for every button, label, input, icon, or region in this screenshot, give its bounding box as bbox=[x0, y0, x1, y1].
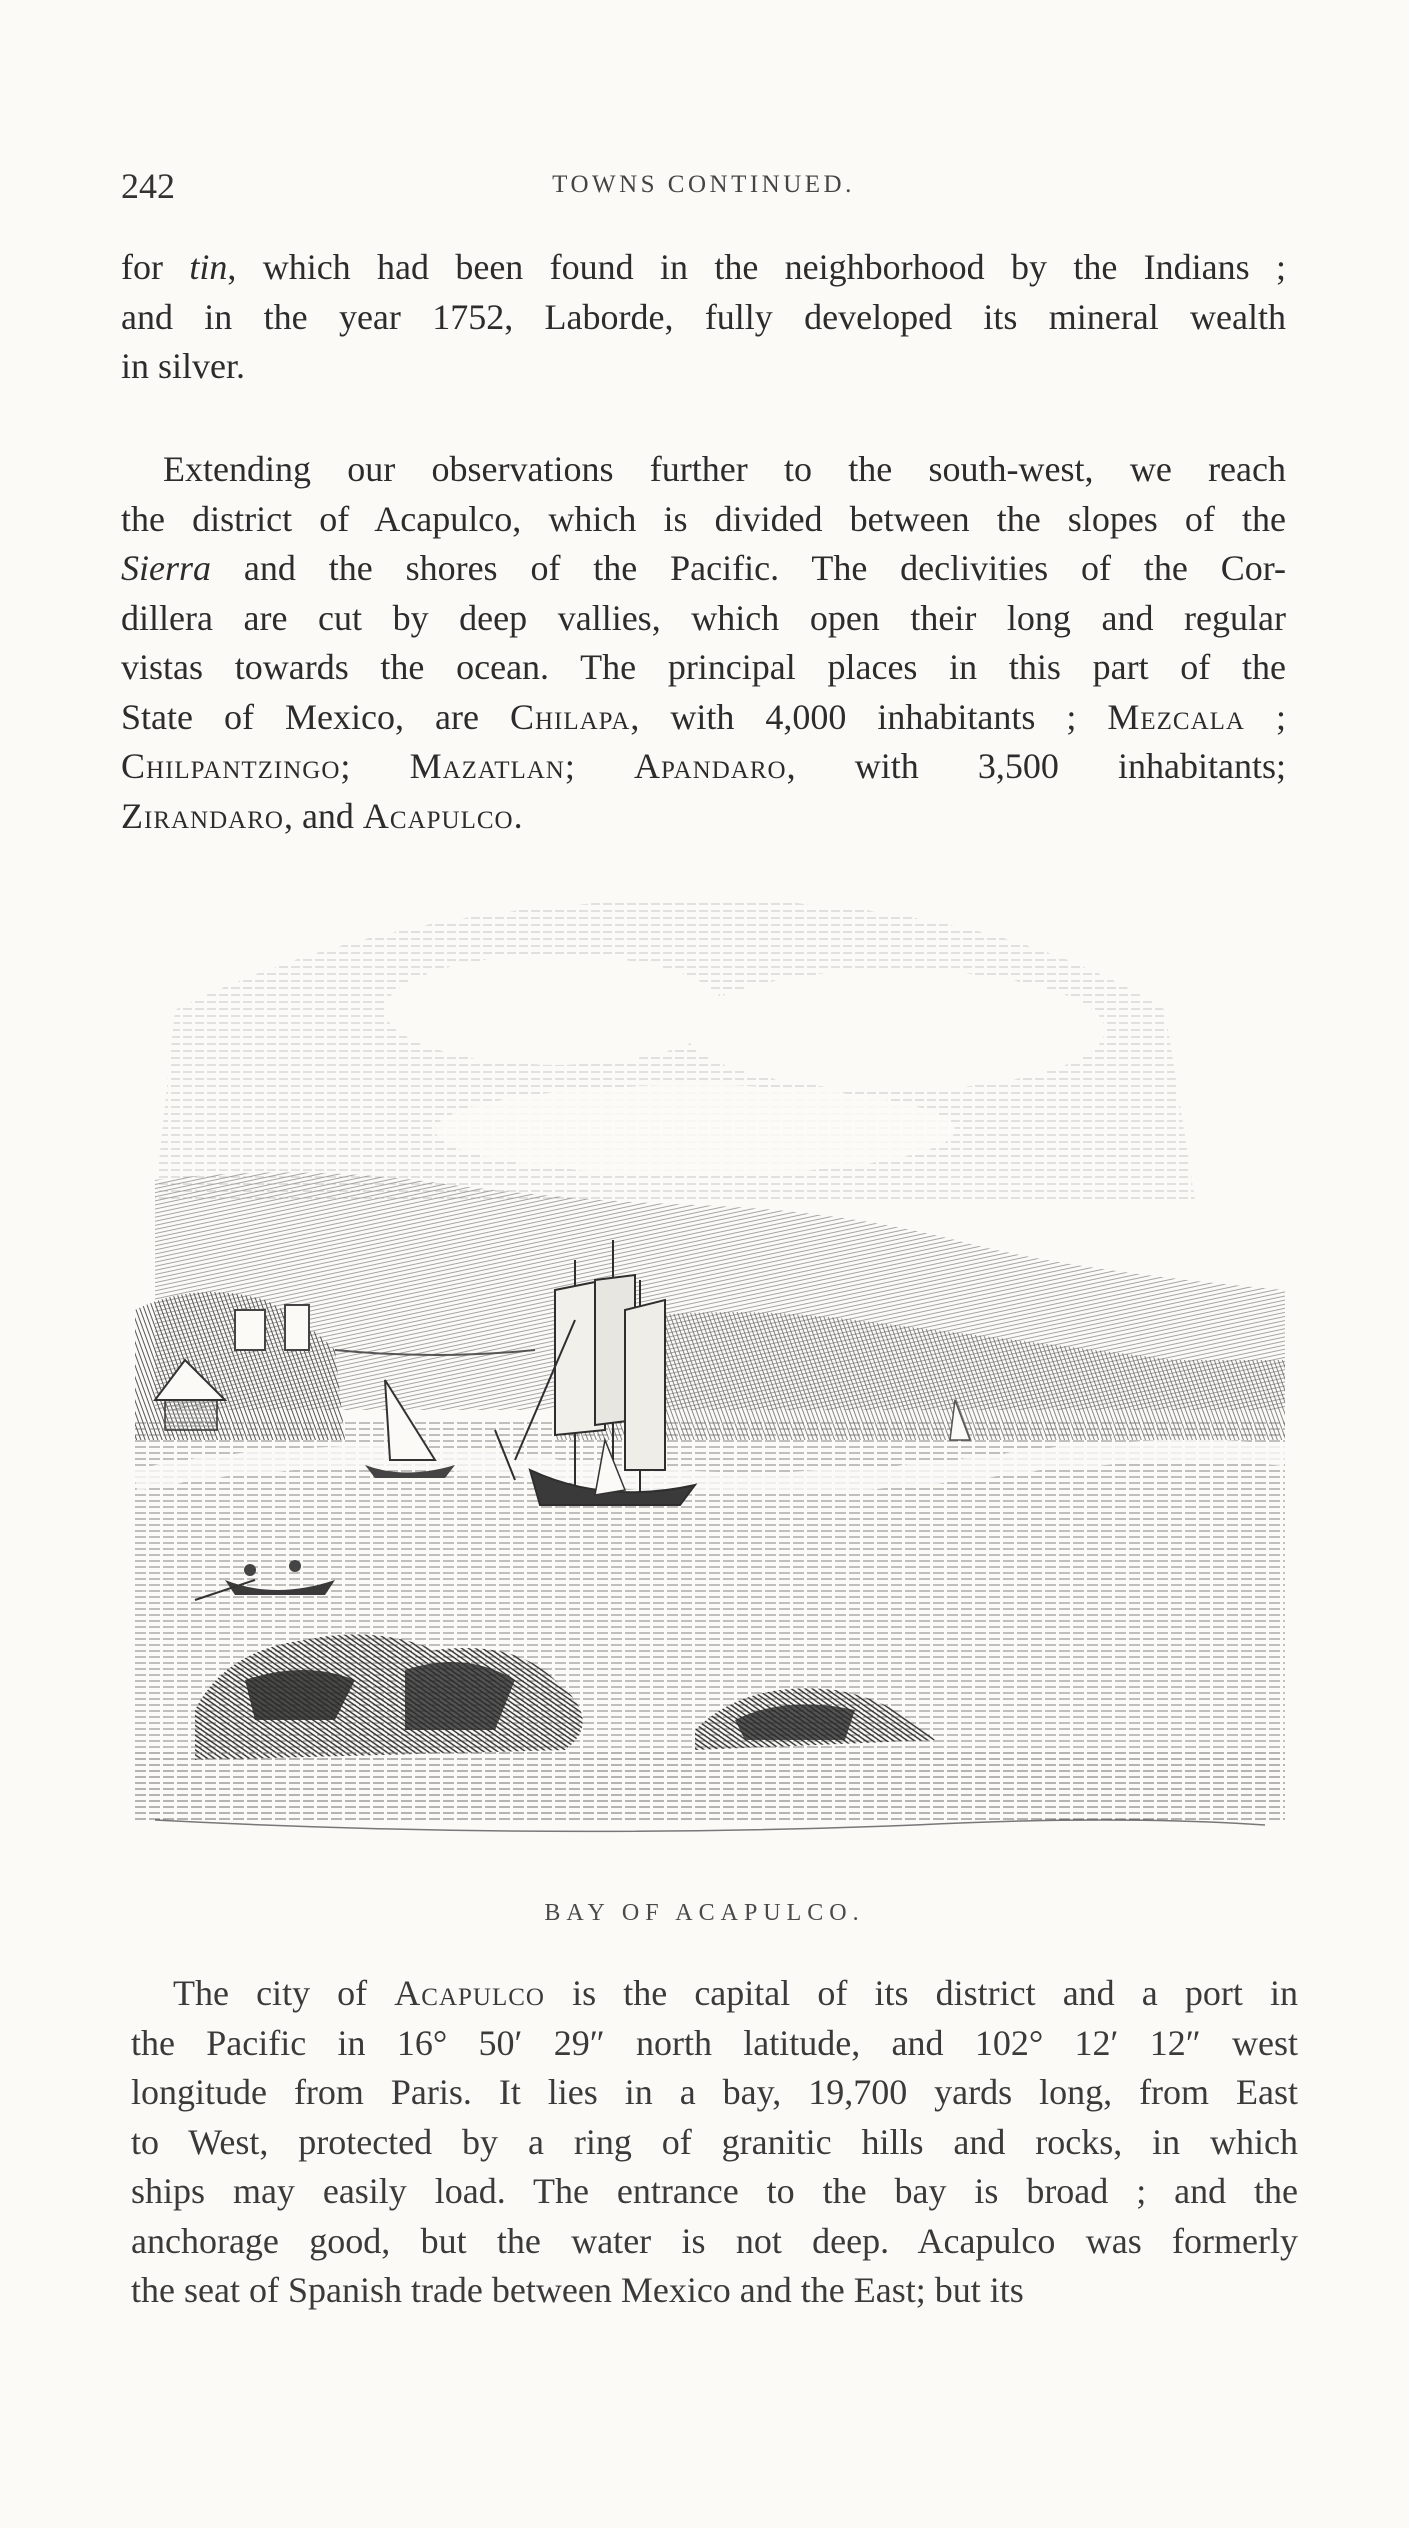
paragraph-acapulco-district bbox=[121, 445, 1286, 841]
text-line bbox=[131, 2019, 1298, 2069]
text-line bbox=[121, 293, 1286, 343]
small-caps-run: Mazatlan bbox=[409, 746, 565, 786]
italic-run: Sierra bbox=[121, 548, 211, 588]
text-line bbox=[121, 243, 1286, 293]
page-number: 242 bbox=[121, 166, 175, 206]
small-caps-run: Zirandaro bbox=[121, 795, 284, 836]
text-line bbox=[121, 544, 1286, 594]
text-run: Extending our observations further to the south-west, we reach bbox=[163, 449, 1286, 489]
text-line bbox=[121, 693, 1286, 743]
figure-caption: BAY OF ACAPULCO. bbox=[544, 1900, 865, 1926]
text-line bbox=[121, 792, 1286, 842]
text-run: State of Mexico, are bbox=[121, 696, 510, 737]
paragraph-city-of-acapulco bbox=[131, 1969, 1298, 2316]
bay-of-acapulco-engraving bbox=[135, 880, 1285, 1880]
italic-run: tin bbox=[189, 247, 228, 287]
text-run: vistas towards the ocean. The principal places in this part of the bbox=[121, 647, 1286, 687]
text-run: dillera are cut by deep vallies, which open their long and regular bbox=[121, 597, 1286, 638]
text-run: for bbox=[121, 247, 190, 287]
text-run: longitude from Paris. It lies in a bay, 19,700 yards long, from East bbox=[131, 2072, 1298, 2112]
text-run: to West, protected by a ring of granitic hills and rocks, in which bbox=[131, 2121, 1298, 2162]
text-run: , with 3,500 inhabitants; bbox=[786, 746, 1286, 786]
text-run: ; bbox=[1244, 696, 1286, 737]
text-line bbox=[121, 643, 1286, 693]
text-run: , which had been found in the neighborhood by the Indians ; bbox=[227, 247, 1286, 287]
running-head: TOWNS CONTINUED. bbox=[552, 171, 855, 198]
page-header bbox=[121, 165, 1286, 209]
text-run: the Pacific in 16° 50′ 29″ north latitude, and 102° 12′ 12″ west bbox=[131, 2022, 1298, 2063]
small-caps-run: Chilapa bbox=[509, 696, 631, 737]
text-run: is the capital of its district and a port in bbox=[544, 1973, 1298, 2013]
text-run: ; bbox=[340, 746, 410, 786]
text-run: , with 4,000 inhabitants ; bbox=[630, 696, 1108, 737]
small-caps-run: Acapulco bbox=[394, 1973, 545, 2013]
text-run: . bbox=[513, 795, 523, 836]
text-line bbox=[131, 2167, 1298, 2217]
text-run: anchorage good, but the water is not deep. Acapulco was formerly bbox=[131, 2220, 1298, 2261]
text-run: the seat of Spanish trade between Mexico and the East; but its bbox=[131, 2270, 1024, 2310]
text-run: and the shores of the Pacific. The declivities of the Cor- bbox=[211, 548, 1286, 588]
paragraph-tin-silver bbox=[121, 243, 1286, 392]
text-run: , and bbox=[283, 795, 363, 836]
small-caps-run: Chilpantzingo bbox=[121, 746, 341, 786]
small-caps-run: Apandaro bbox=[634, 746, 787, 786]
small-caps-run: Mezcala bbox=[1107, 696, 1245, 737]
text-run: ; bbox=[564, 746, 635, 786]
text-run: and in the year 1752, Laborde, fully developed its mineral wealth bbox=[121, 296, 1286, 337]
text-run: in silver. bbox=[121, 346, 245, 386]
small-caps-run: Acapulco bbox=[362, 795, 514, 836]
text-line bbox=[131, 2118, 1298, 2168]
text-line bbox=[121, 342, 1286, 392]
text-line bbox=[121, 495, 1286, 545]
text-line bbox=[131, 2217, 1298, 2267]
text-line bbox=[131, 1969, 1298, 2019]
text-line bbox=[121, 594, 1286, 644]
text-run: The city of bbox=[173, 1973, 395, 2013]
engraving-illustration bbox=[135, 880, 1285, 1880]
text-line bbox=[131, 2266, 1298, 2316]
text-line bbox=[121, 742, 1286, 792]
text-run: ships may easily load. The entrance to the bay is broad ; and the bbox=[131, 2171, 1298, 2211]
text-line bbox=[121, 445, 1286, 495]
text-line bbox=[131, 2068, 1298, 2118]
text-run: the district of Acapulco, which is divided between the slopes of the bbox=[121, 498, 1286, 539]
